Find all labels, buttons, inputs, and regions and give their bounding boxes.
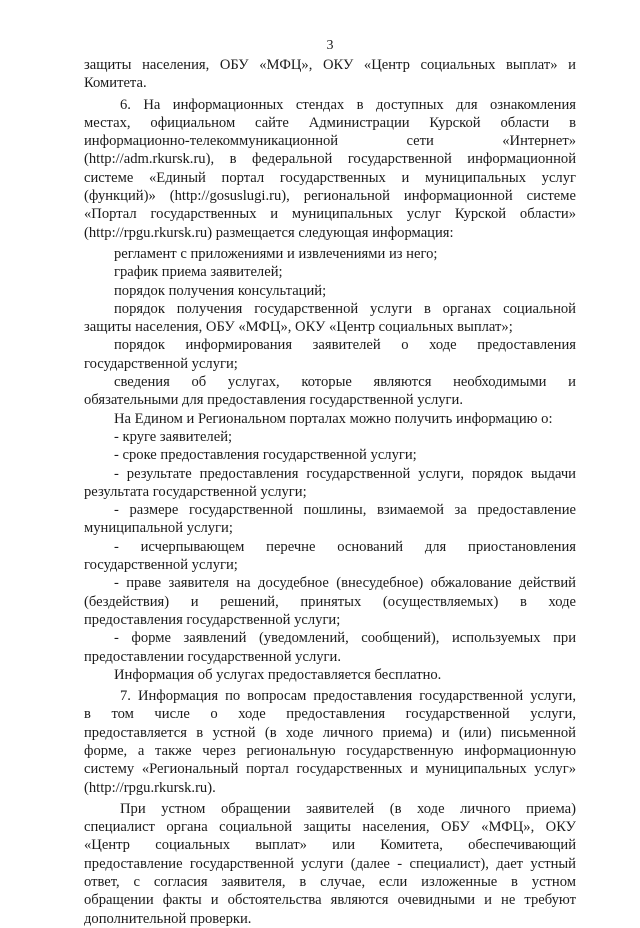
text-line: порядок получения консультаций; [114,282,327,299]
text-line: - результате предоставления государственной услуги, порядок выдачи [114,465,576,482]
text-line: предоставления государственной услуги; [84,611,341,628]
text-line: обращении факты и обстоятельства являются очевидными и не требуют [84,892,576,909]
text-line: Комитета. [84,75,147,92]
document-body [84,56,576,928]
paragraph [84,800,576,928]
text-line: график приема заявителей; [114,264,283,281]
text-line: 6. На информационных стендах в доступных для ознакомления [120,96,576,113]
text-line: форме, а также через региональную государственную информационную [84,742,576,759]
text-line: - форме заявлений (уведомлений, сообщений), используемых при [114,630,576,647]
text-line: в том числе о ходе предоставления государственной услуги, [84,706,576,723]
text-line: результата государственной услуги; [84,483,307,500]
text-line: (бездействия) и решений, принятых (осуществляемых) в ходе [84,593,576,610]
text-line: - круге заявителей; [114,428,233,445]
text-line: местах, официальном сайте Администрации Курской области в [84,114,576,131]
text-line: систему «Региональный портал государственных и муниципальных услуг» [84,761,576,778]
text-line: (http://rpgu.rkursk.ru). [84,779,216,796]
text-line: (http://adm.rkursk.ru), в федеральной государственной информационной [84,151,576,168]
text-line: Информация об услугах предоставляется бесплатно. [114,666,442,683]
text-line: «Центр социальных выплат» или Комитета, обеспечивающий [84,837,576,854]
text-line: 7. Информация по вопросам предоставления государственной услуги, [120,688,576,705]
text-line: предоставление государственной услуги (далее - специалист), дает устный [84,855,576,872]
paragraph [84,96,576,242]
text-line: регламент с приложениями и извлечениями из него; [114,245,438,262]
text-line: На Едином и Региональном порталах можно получить информацию о: [114,410,553,427]
page-number: 3 [326,38,334,53]
text-line: При устном обращении заявителей (в ходе личного приема) [120,800,576,817]
text-line: системе «Единый портал государственных и муниципальных услуг [84,169,576,186]
text-line: (функций)» (http://gosuslugi.ru), региональной информационной системе [84,188,576,205]
paragraph [84,245,576,684]
text-line: муниципальной услуги; [84,520,233,537]
text-line: - размере государственной пошлины, взимаемой за предоставление [114,502,576,519]
text-line: порядок информирования заявителей о ходе предоставления [114,337,576,354]
text-line: специалист органа социальной защиты населения, ОБУ «МФЦ», ОКУ [84,819,576,836]
text-line: сведения об услугах, которые являются необходимыми и [114,374,576,391]
text-line: «Портал государственных и муниципальных услуг Курской области» [84,206,576,223]
paragraph [84,687,576,797]
text-line: государственной услуги; [84,355,238,372]
text-line: - исчерпывающем перечне оснований для приостановления [114,538,576,555]
text-line: (http://rpgu.rkursk.ru) размещается следующая информация: [84,224,454,241]
text-line: - сроке предоставления государственной услуги; [114,447,417,464]
text-line: порядок получения государственной услуги в органах социальной [114,300,576,317]
text-line: ответ, с согласия заявителя, в случае, если изложенные в устном [84,874,576,891]
paragraph [84,56,576,93]
text-line: государственной услуги; [84,557,238,574]
text-line: информационно-телекоммуникационной сети «Интернет» [84,133,576,150]
text-line: обязательными для предоставления государственной услуги. [84,392,463,409]
text-line: предоставлении государственной услуги. [84,648,341,665]
text-line: - праве заявителя на досудебное (внесудебное) обжалование действий [114,575,576,592]
text-line: дополнительной проверки. [84,910,252,927]
text-line: защиты населения, ОБУ «МФЦ», ОКУ «Центр социальных выплат»; [84,319,513,336]
text-line: предоставляется в устной (в ходе личного приема) и (или) письменной [84,724,576,741]
text-line: защиты населения, ОБУ «МФЦ», ОКУ «Центр социальных выплат» и [84,57,576,73]
